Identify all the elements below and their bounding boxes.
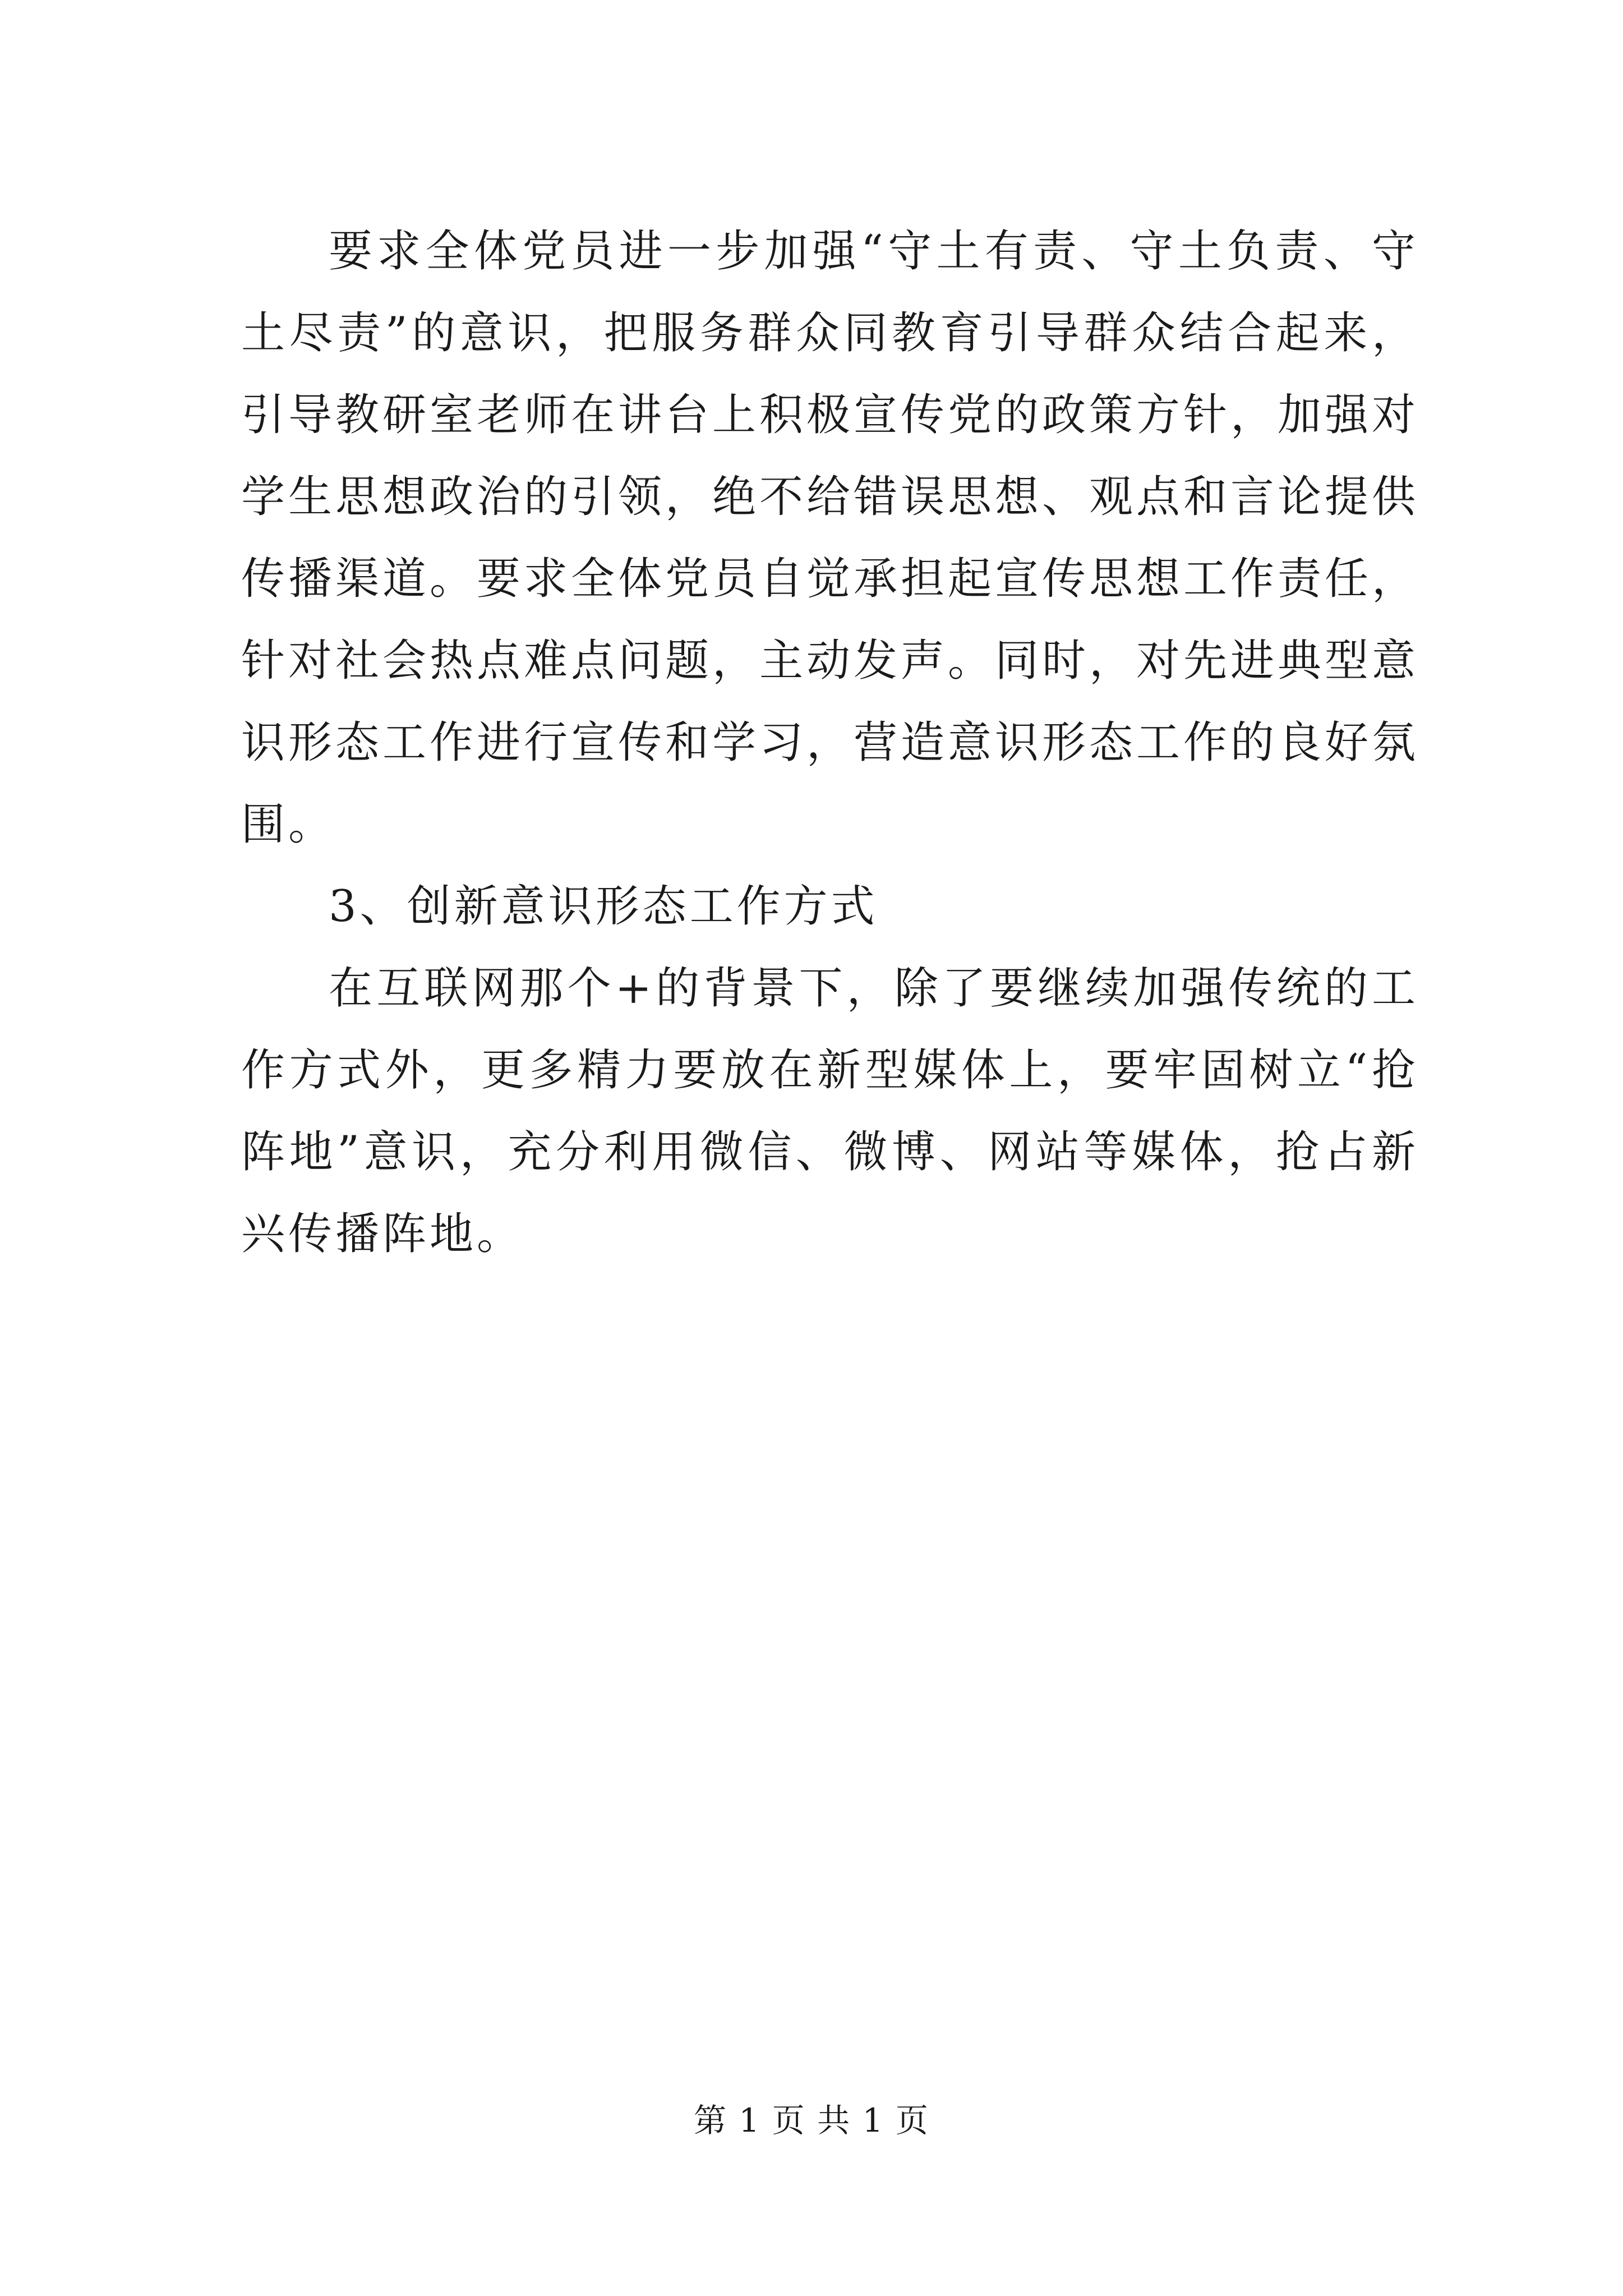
page-number-indicator: 第 1 页 共 1 页 xyxy=(694,2101,929,2139)
paragraph-internet-media: 在互联网那个+的背景下，除了要继续加强传统的工作方式外，更多精力要放在新型媒体上，要牢固树立“抢阵地”意识，充分利用微信、微博、网站等媒体，抢占新兴传播阵地。 xyxy=(241,963,1419,1259)
paragraph-party-member-awareness: 要求全体党员进一步加强“守土有责、守土负责、守土尽责”的意识，把服务群众同教育引导群众结合起来，引导教研室老师在讲台上积极宣传党的政策方针，加强对学生思想政治的引领，绝不给错误思想、观点和言论提供传播渠道。要求全体党员自觉承担起宣传思想工作责任，针对社会热点难点问题，主动发声。同时，对先进典型意识形态工作进行宣传和学习，营造意识形态工作的良好氛围。 xyxy=(241,226,1419,850)
document-body xyxy=(241,210,1419,1275)
section-heading-innovate-work-methods: 3、创新意识形态工作方式 xyxy=(329,881,878,932)
page-footer xyxy=(0,2098,1623,2143)
